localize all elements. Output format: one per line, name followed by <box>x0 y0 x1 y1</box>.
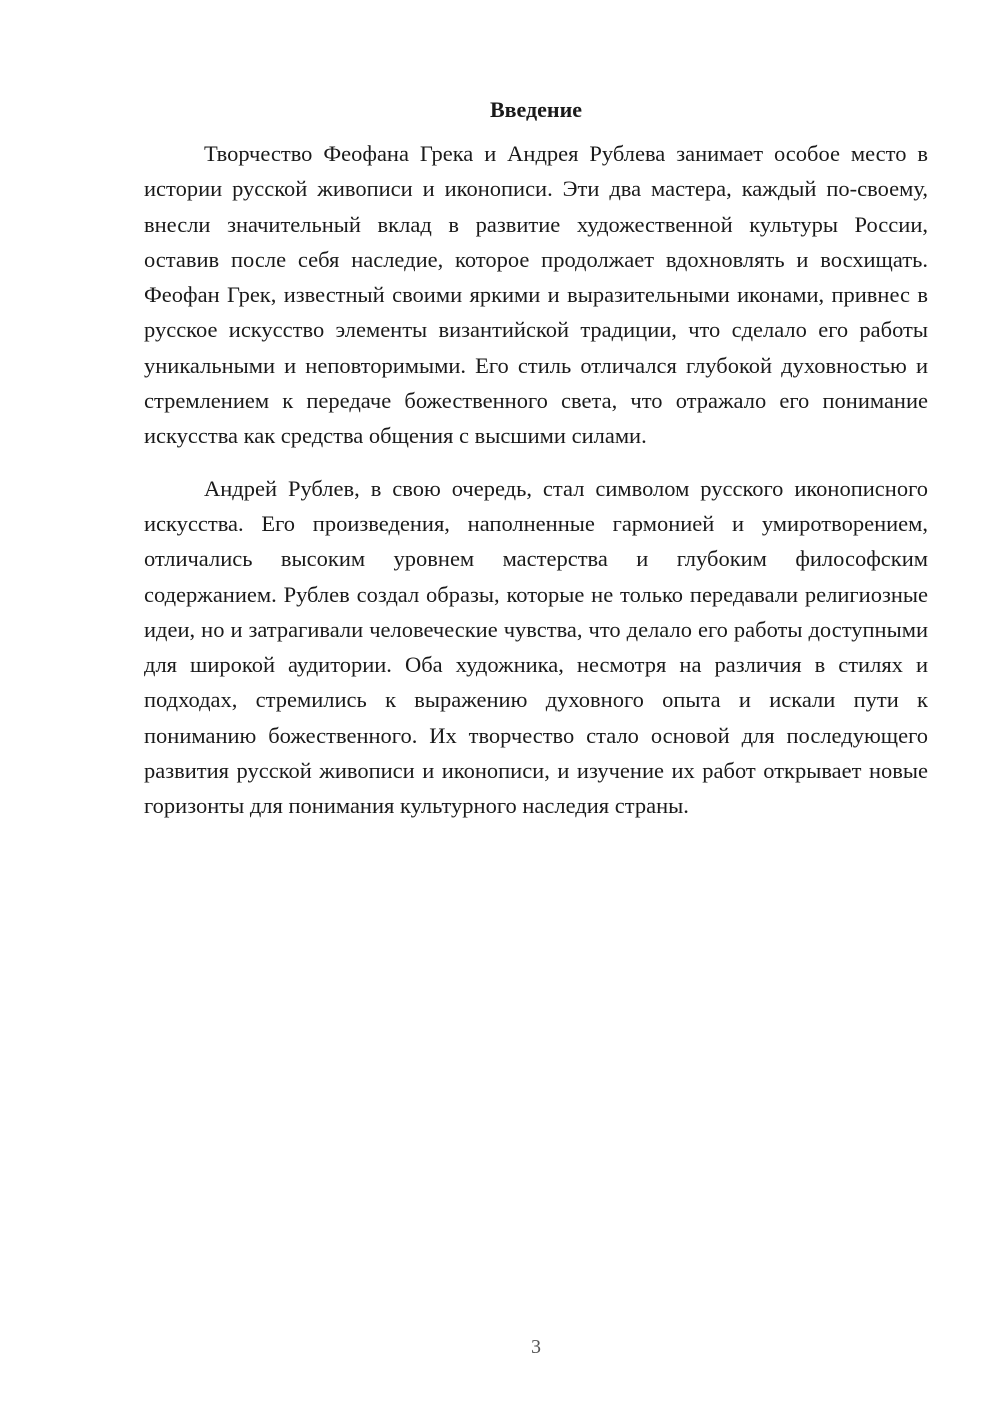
paragraph-1: Творчество Феофана Грека и Андрея Рублева занимает особое место в истории русской живописи и иконописи. Эти два мастера, каждый по-своему, внесли значительный вклад в развитие художественной культуры России, оставив после себя наследие, которое продолжает вдохновлять и восхищать. Феофан Грек, известный своими яркими и выразительными иконами, привнес в русское искусство элементы византийской традиции, что сделало его работы уникальными и неповторимыми. Его стиль отличался глубокой духовностью и стремлением к передаче божественного света, что отражало его понимание искусства как средства общения с высшими силами. <box>144 141 928 449</box>
section-heading: Введение <box>489 97 583 122</box>
paragraph-2: Андрей Рублев, в свою очередь, стал символом русского иконописного искусства. Его произведения, наполненные гармонией и умиротворением, отличались высоким уровнем мастерства и глубоким философским содержанием. Рублев создал образы, которые не только передавали религиозные идеи, но и затрагивали человеческие чувства, что делало его работы доступными для широкой аудитории. Оба художника, несмотря на различия в стилях и подходах, стремились к выражению духовного опыта и искали пути к пониманию божественного. Их творчество стало основой для последующего развития русской живописи и иконописи, и изучение их работ открывает новые горизонты для понимания культурного наследия страны. <box>144 475 928 819</box>
page-content <box>144 94 928 841</box>
page-number: 3 <box>531 1336 541 1358</box>
